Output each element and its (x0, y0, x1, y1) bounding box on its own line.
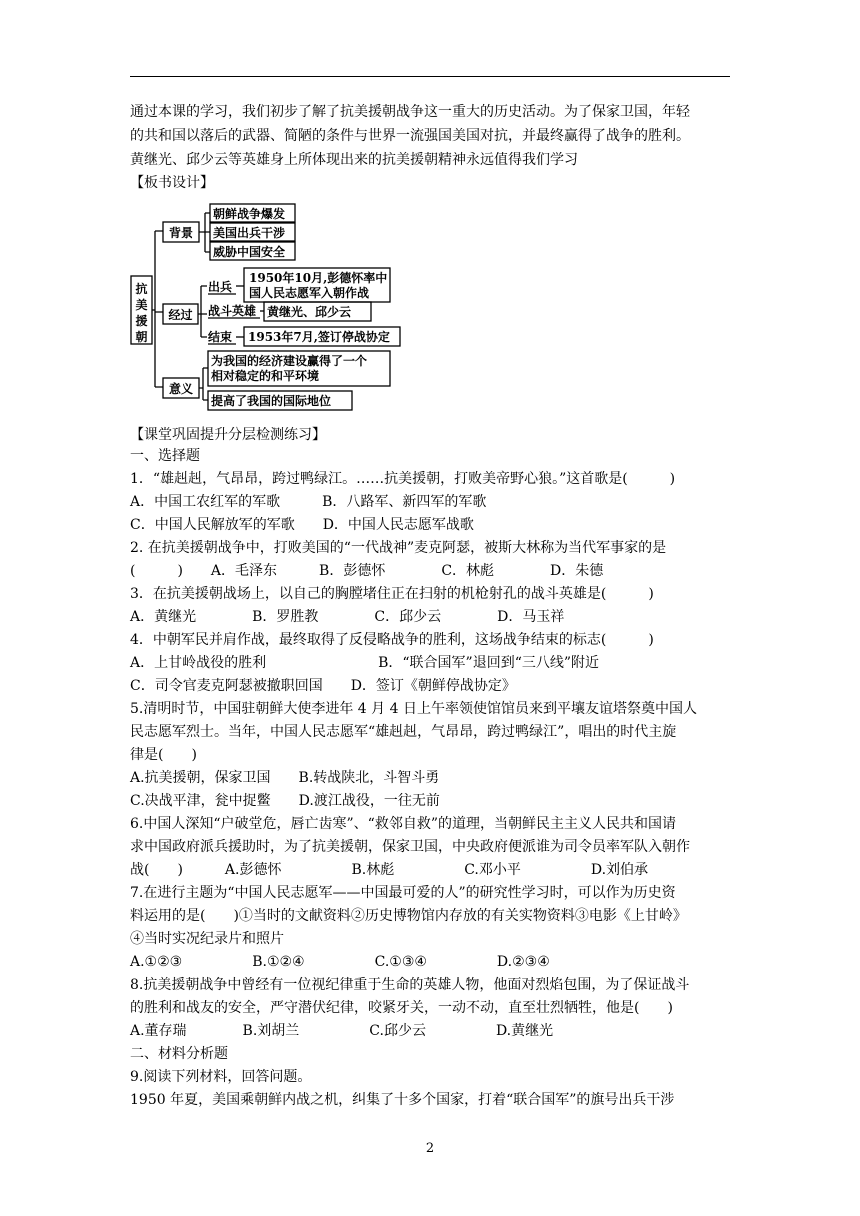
text-line: A．中国工农红军的军歌 B．八路军、新四军的军歌 (130, 494, 487, 510)
end-box (244, 327, 400, 346)
significance-item: 相对稳定的和平环境 (211, 369, 320, 383)
board-heading: 【板书设计】 (130, 175, 214, 191)
background-box (163, 222, 199, 242)
root-char: 朝 (135, 330, 148, 344)
significance-item-box (208, 351, 390, 386)
text-line: 9.阅读下列材料，回答问题。 (130, 1069, 312, 1085)
text-line: 通过本课的学习，我们初步了解了抗美援朝战争这一重大的历史活动。为了保家卫国，年轻 (130, 104, 690, 120)
text-line: C．司令官麦克阿瑟被撤职回国 D．签订《朝鲜停战协定》 (130, 678, 516, 694)
text-line: 律是( ) (130, 747, 197, 763)
text-line: 二、材料分析题 (130, 1046, 228, 1062)
text-line: A．上甘岭战役的胜利 B．“联合国军”退回到“三八线”附近 (130, 655, 600, 671)
heroes-text: 黄继光、邱少云 (267, 305, 352, 319)
chu-bing-text: 国人民志愿军入朝作战 (249, 286, 370, 300)
heroes-label: 战斗英雄 (208, 304, 257, 318)
text-line: 1950 年夏，美国乘朝鲜内战之机，纠集了十多个国家，打着“联合国军”的旗号出兵干涉 (130, 1092, 675, 1108)
process-bracket (198, 286, 207, 337)
text-line: 战( ) A.彭德怀 B.林彪 C.邓小平 D.刘伯承 (130, 862, 649, 878)
page-number: 2 (425, 1141, 435, 1156)
text-line: 1．“雄赳赳，气昂昂，跨过鸭绿江。……抗美援朝，打败美帝野心狼。”这首歌是( ) (130, 471, 676, 487)
background-bracket (199, 213, 210, 252)
header-rule (130, 76, 730, 77)
background-label: 背景 (168, 226, 194, 240)
background-item-box (210, 223, 295, 241)
significance-item: 为我国的经济建设赢得了一个 (211, 354, 368, 368)
text-line: 2. 在抗美援朝战争中，打败美国的“一代战神”麦克阿瑟，被斯大林称为当代军事家的是 (130, 540, 667, 556)
text-line: 一、选择题 (130, 448, 200, 464)
text-line: C．中国人民解放军的军歌 D．中国人民志愿军战歌 (130, 517, 474, 533)
main-bracket (152, 231, 163, 387)
text-line: 4．中朝军民并肩作战，最终取得了反侵略战争的胜利，这场战争结束的标志( ) (130, 632, 654, 648)
significance-item: 提高了我国的国际地位 (211, 394, 332, 408)
text-line: ④当时实况纪录片和照片 (130, 931, 284, 947)
significance-item-box (208, 391, 352, 410)
text-line: 料运用的是( )①当时的文献资料②历史博物馆内存放的有关实物资料③电影《上甘岭》 (130, 908, 687, 924)
text-line: ( ) A．毛泽东 B．彭德怀 C．林彪 D．朱德 (130, 563, 604, 579)
text-line: 5.清明时节，中国驻朝鲜大使李进年 4 月 4 日上午率领使馆馆员来到平壤友谊塔祭奠中国人 (130, 701, 697, 717)
text-line: A．黄继光 B．罗胜教 C．邱少云 D．马玉祥 (130, 609, 565, 625)
significance-bracket (199, 368, 208, 400)
text-line: A.①②③ B.①②④ C.①③④ D.②③④ (130, 954, 550, 970)
text-line: 的共和国以落后的武器、简陋的条件与世界一流强国美国对抗，并最终赢得了战争的胜利。 (130, 128, 690, 144)
text-line: 民志愿军烈士。当年，中国人民志愿军“雄赳赳，气昂昂，跨过鸭绿江”，唱出的时代主旋 (130, 724, 677, 740)
background-item: 威胁中国安全 (213, 245, 286, 259)
significance-label: 意义 (168, 382, 194, 396)
root-char: 抗 (135, 282, 148, 296)
text-line: 求中国政府派兵援助时，为了抗美援朝，保家卫国，中央政府便派谁为司令员率军队入朝作 (130, 839, 690, 855)
text-line: C.决战平津，瓮中捉鳖 D.渡江战役，一往无前 (130, 793, 440, 809)
root-box (131, 276, 152, 344)
background-item: 朝鲜战争爆发 (213, 207, 286, 221)
root-char: 美 (135, 298, 148, 312)
text-line: 8.抗美援朝战争中曾经有一位视纪律重于生命的英雄人物，他面对烈焰包围，为了保证战斗 (130, 977, 690, 993)
process-box (163, 304, 198, 324)
text-line: 6.中国人深知“户破堂危，唇亡齿寒”、“救邻自救”的道理，当朝鲜民主主义人民共和国请 (130, 816, 676, 832)
text-line: 黄继光、邱少云等英雄身上所体现出来的抗美援朝精神永远值得我们学习 (130, 152, 578, 168)
text-line: 的胜利和战友的安全，严守潜伏纪律，咬紧牙关，一动不动，直至壮烈牺牲，他是( ) (130, 1000, 673, 1016)
chu-bing-label: 出兵 (208, 280, 233, 294)
background-item-box (210, 204, 295, 222)
text-line: 3．在抗美援朝战场上，以自己的胸膛堵住正在扫射的机枪射孔的战斗英雄是( ) (130, 586, 654, 602)
end-text: 1953年7月,签订停战协定 (248, 330, 390, 344)
root-char: 援 (135, 314, 148, 328)
background-item: 美国出兵干涉 (213, 226, 286, 240)
significance-box (163, 378, 199, 398)
chu-bing-text: 1950年10月,彭德怀率中 (249, 271, 388, 285)
chu-bing-box (244, 268, 390, 302)
background-item-box (210, 242, 295, 260)
process-label: 经过 (168, 308, 193, 322)
text-line: 7.在进行主题为“中国人民志愿军——中国最可爱的人”的研究性学习时，可以作为历史资 (130, 885, 676, 901)
practice-heading: 【课堂巩固提升分层检测练习】 (130, 427, 326, 443)
end-label: 结束 (208, 330, 233, 344)
heroes-box (264, 302, 371, 321)
text-line: A.抗美援朝，保家卫国 B.转战陕北，斗智斗勇 (130, 770, 440, 786)
text-line: A.董存瑞 B.刘胡兰 C.邱少云 D.黄继光 (130, 1023, 554, 1039)
